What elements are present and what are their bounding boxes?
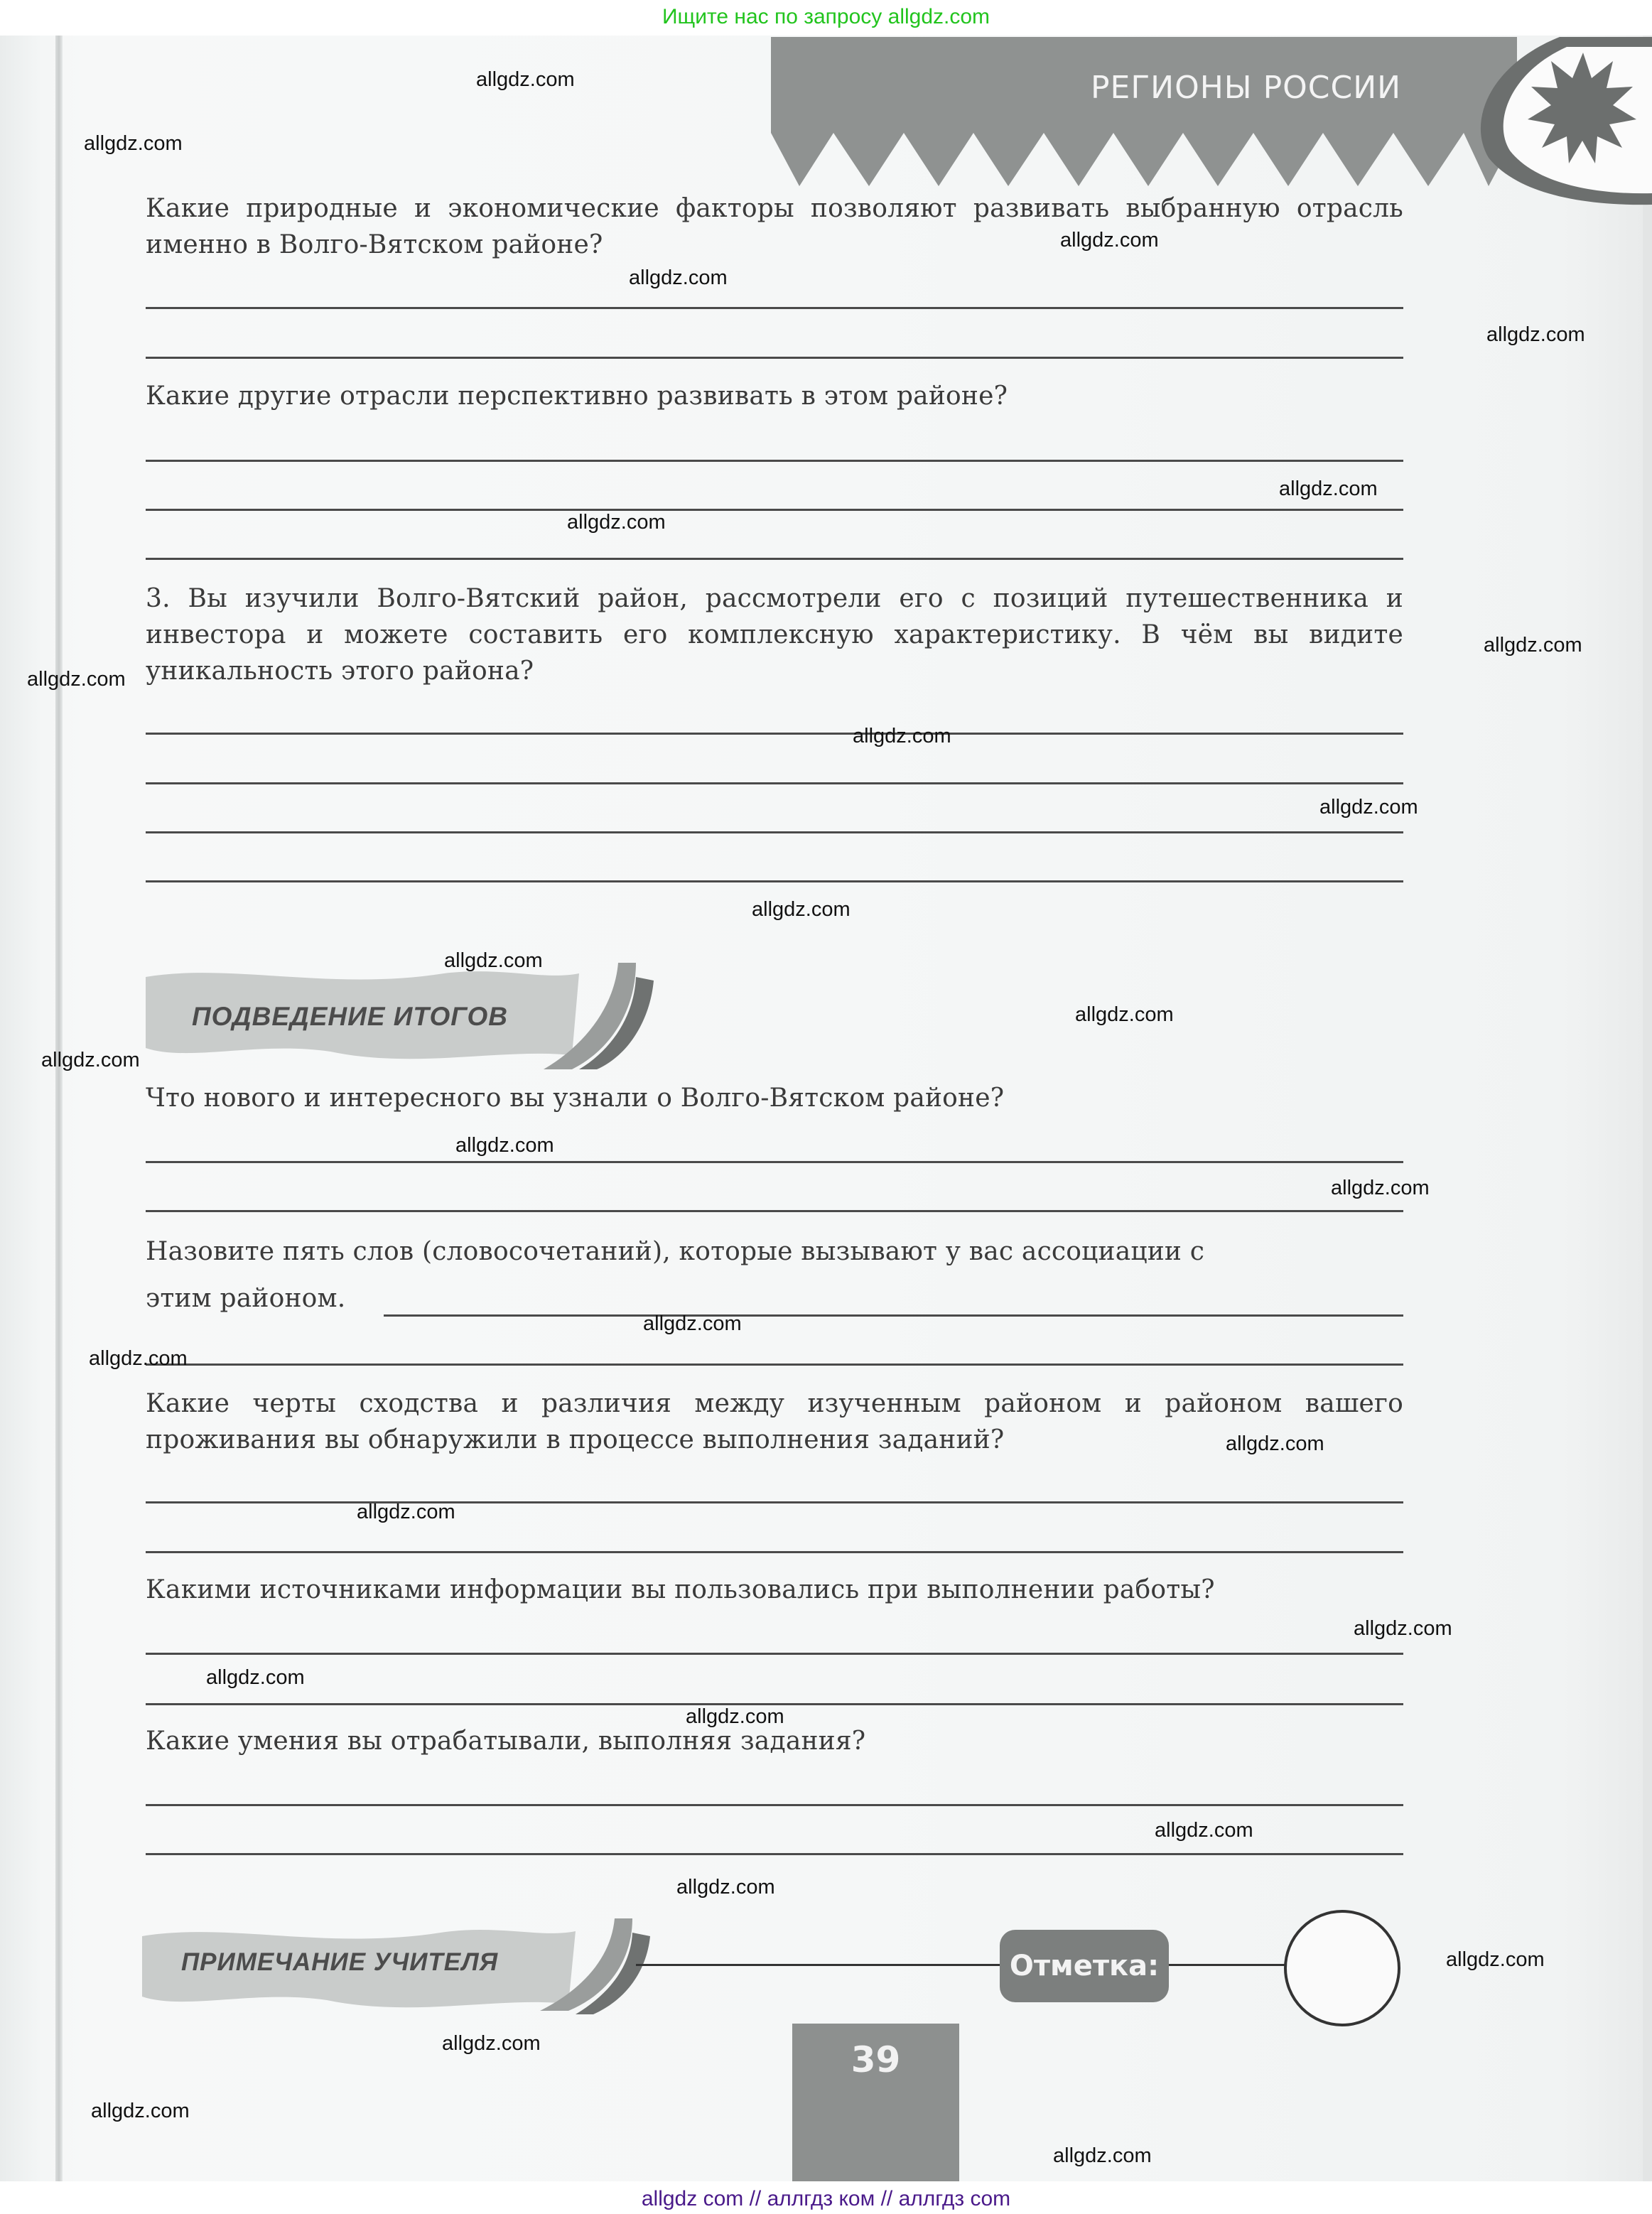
watermark: allgdz.com	[1075, 1003, 1174, 1026]
answer-line[interactable]	[146, 782, 1403, 784]
watermark: allgdz.com	[643, 1312, 742, 1335]
watermark: allgdz.com	[27, 668, 126, 691]
watermark: allgdz.com	[455, 1134, 554, 1157]
question-other-branches: Какие другие отрасли перспективно развивать в этом районе?	[146, 382, 1008, 411]
watermark: allgdz.com	[1486, 323, 1585, 346]
answer-line[interactable]	[146, 1551, 1403, 1553]
answer-line[interactable]	[146, 733, 1403, 735]
answer-line[interactable]	[146, 1804, 1403, 1806]
question-new-interesting: Что нового и интересного вы узнали о Волго-Вятском районе?	[146, 1084, 1005, 1113]
header-title: РЕГИОНЫ РОССИИ	[1091, 70, 1402, 106]
watermark: allgdz.com	[567, 511, 666, 534]
watermark: allgdz.com	[91, 2100, 190, 2122]
question-five-words: Назовите пять слов (словосочетаний), которые вызывают у вас ассоциации с	[146, 1237, 1205, 1266]
answer-line[interactable]	[146, 1161, 1403, 1163]
answer-line[interactable]	[146, 1364, 1403, 1366]
watermark: allgdz.com	[41, 1049, 140, 1071]
header-ribbon	[771, 37, 1517, 186]
watermark: allgdz.com	[1331, 1177, 1430, 1199]
answer-line[interactable]	[146, 307, 1403, 309]
question-factors: Какие природные и экономические факторы позволяют развивать выбранную отрасль именно в Волго-Вятском районе?	[146, 194, 1403, 259]
watermark: allgdz.com	[1279, 477, 1378, 500]
watermark: allgdz.com	[1053, 2144, 1152, 2167]
answer-line[interactable]	[146, 357, 1403, 359]
page-right-edge	[1643, 36, 1652, 2181]
grade-circle-field[interactable]	[1284, 1910, 1400, 2026]
watermark: allgdz.com	[1060, 229, 1159, 252]
answer-line[interactable]	[146, 558, 1403, 560]
top-banner: Ищите нас по запросу allgdz.com	[662, 5, 990, 28]
page-spine-shadow	[55, 36, 63, 2181]
watermark: allgdz.com	[853, 725, 951, 747]
watermark: allgdz.com	[1484, 634, 1582, 657]
bottom-banner: allgdz com // аллгдз ком // аллгдз com	[641, 2187, 1011, 2210]
watermark: allgdz.com	[1319, 796, 1418, 819]
watermark: allgdz.com	[476, 68, 575, 91]
answer-line[interactable]	[146, 460, 1403, 462]
question-sources: Какими источниками информации вы пользовались при выполнении работы?	[146, 1575, 1215, 1604]
watermark: allgdz.com	[357, 1501, 455, 1523]
answer-line[interactable]	[146, 1210, 1403, 1212]
page-number: 39	[851, 2039, 901, 2080]
watermark: allgdz.com	[1155, 1819, 1253, 1842]
answer-line[interactable]	[146, 1853, 1403, 1855]
watermark: allgdz.com	[686, 1705, 784, 1728]
question-3-uniqueness: 3. Вы изучили Волго-Вятский район, рассмотрели его с позиций путешественника и инвестора и можете составить его комплексную характеристику. В чём вы видите уникальность этого района?	[146, 584, 1403, 686]
teacher-note-line	[636, 1964, 1000, 1966]
watermark: allgdz.com	[752, 898, 851, 921]
watermark: allgdz.com	[84, 132, 183, 155]
answer-line[interactable]	[146, 1501, 1403, 1503]
question-five-words-cont: этим районом.	[146, 1284, 346, 1313]
watermark: allgdz.com	[206, 1666, 305, 1689]
watermark: allgdz.com	[89, 1347, 188, 1370]
twelve-point-star-icon	[1460, 37, 1652, 239]
answer-line-inline[interactable]	[384, 1314, 1403, 1317]
question-skills: Какие умения вы отрабатывали, выполняя задания?	[146, 1727, 866, 1756]
watermark: allgdz.com	[676, 1876, 775, 1899]
watermark: allgdz.com	[442, 2032, 541, 2055]
answer-line[interactable]	[146, 1653, 1403, 1655]
watermark: allgdz.com	[629, 266, 728, 289]
grade-connector-line	[1169, 1964, 1285, 1966]
answer-line[interactable]	[146, 831, 1403, 833]
answer-line[interactable]	[146, 509, 1403, 511]
watermark: allgdz.com	[1226, 1432, 1324, 1455]
section-title-teacher-note: ПРИМЕЧАНИЕ УЧИТЕЛЯ	[181, 1948, 499, 1976]
watermark: allgdz.com	[1446, 1948, 1545, 1971]
answer-line[interactable]	[146, 880, 1403, 882]
watermark: allgdz.com	[444, 949, 543, 972]
watermark: allgdz.com	[1354, 1617, 1452, 1640]
question-similarities: Какие черты сходства и различия между изученным районом и районом вашего проживания вы обнаружили в процессе выполнения заданий?	[146, 1389, 1403, 1454]
section-title-summary: ПОДВЕДЕНИЕ ИТОГОВ	[192, 1002, 508, 1031]
grade-label-badge: Отметка:	[1000, 1930, 1169, 2002]
